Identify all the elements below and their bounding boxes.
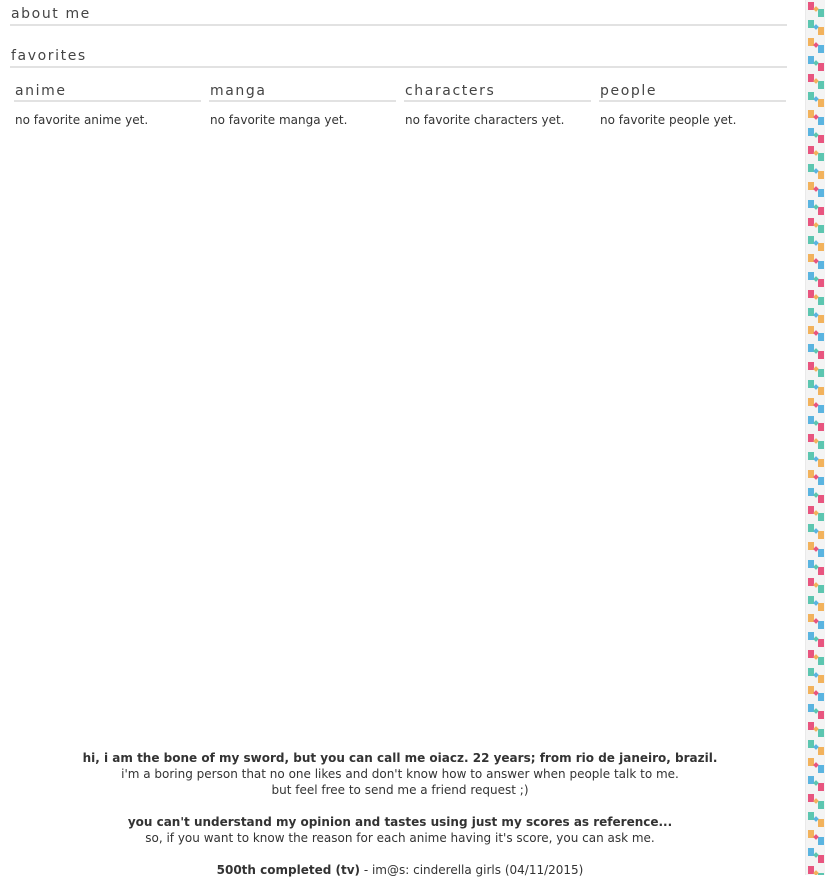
pattern-block [808,794,814,802]
pattern-block [808,650,814,658]
pattern-block [818,477,824,485]
pattern-block [818,297,824,305]
pattern-block [818,153,824,161]
about-me-heading: about me [10,6,787,26]
pattern-block [818,819,824,827]
pattern-block [808,290,814,298]
pattern-block [818,621,824,629]
pattern-block [818,261,824,269]
pattern-block [818,549,824,557]
pattern-block [808,110,814,118]
favorites-heading: favorites [10,48,787,68]
pattern-diamond [813,186,819,192]
pattern-diamond [813,672,819,678]
bio-line: but feel free to send me a friend request ;) [271,783,529,797]
pattern-diamond [813,546,819,552]
pattern-block [808,758,814,766]
decorative-side-strip [805,0,825,875]
favorites-anime-title: anime [14,83,201,102]
pattern-block [808,254,814,262]
pattern-block [808,272,814,280]
pattern-diamond [813,492,819,498]
favorites-people-title: people [599,83,786,102]
pattern-block [818,531,824,539]
pattern-block [818,279,824,287]
pattern-block [818,441,824,449]
pattern-block [818,585,824,593]
pattern-block [808,488,814,496]
pattern-block [818,675,824,683]
pattern-block [808,38,814,46]
pattern-diamond [813,114,819,120]
pattern-block [808,866,814,874]
pattern-block [818,243,824,251]
pattern-block [818,135,824,143]
pattern-diamond [813,294,819,300]
pattern-diamond [813,348,819,354]
pattern-block [808,614,814,622]
pattern-diamond [813,60,819,66]
pattern-diamond [813,204,819,210]
pattern-block [808,542,814,550]
bio-milestone [0,862,800,878]
pattern-diamond [813,708,819,714]
pattern-block [818,405,824,413]
pattern-diamond [813,42,819,48]
pattern-diamond [813,258,819,264]
pattern-diamond [813,240,819,246]
pattern-diamond [813,312,819,318]
pattern-block [818,225,824,233]
pattern-block [818,513,824,521]
pattern-diamond [813,744,819,750]
pattern-block [818,711,824,719]
pattern-diamond [813,6,819,12]
pattern-block [818,423,824,431]
pattern-block [808,344,814,352]
pattern-block [808,632,814,640]
pattern-diamond [813,726,819,732]
pattern-block [808,128,814,136]
pattern-block [818,567,824,575]
pattern-block [818,45,824,53]
pattern-block [818,495,824,503]
pattern-block [818,837,824,845]
pattern-diamond [813,150,819,156]
pattern-block [818,765,824,773]
pattern-block [808,326,814,334]
pattern-diamond [813,654,819,660]
pattern-block [808,56,814,64]
pattern-block [818,351,824,359]
pattern-block [808,560,814,568]
pattern-diamond [813,330,819,336]
pattern-diamond [813,78,819,84]
favorites-column-anime [14,83,201,127]
favorites-column-people [599,83,786,127]
milestone-detail: - im@s: cinderella girls (04/11/2015) [360,863,584,877]
pattern-block [808,704,814,712]
pattern-block [818,459,824,467]
favorites-characters-empty: no favorite characters yet. [405,113,565,127]
pattern-diamond [813,402,819,408]
pattern-block [818,171,824,179]
pattern-block [818,81,824,89]
pattern-block [808,434,814,442]
pattern-block [808,308,814,316]
pattern-diamond [813,420,819,426]
bio-spacer [0,798,800,814]
pattern-diamond [813,600,819,606]
pattern-block [808,830,814,838]
about-me-text [0,750,800,878]
pattern-block [818,333,824,341]
pattern-block [818,63,824,71]
pattern-diamond [813,528,819,534]
pattern-block [808,236,814,244]
pattern-diamond [813,168,819,174]
pattern-block [818,801,824,809]
pattern-block [808,686,814,694]
pattern-block [818,603,824,611]
pattern-diamond [813,636,819,642]
pattern-block [808,182,814,190]
pattern-block [808,578,814,586]
favorites-manga-empty: no favorite manga yet. [210,113,348,127]
pattern-diamond [813,456,819,462]
favorites-anime-empty: no favorite anime yet. [15,113,149,127]
favorites-column-manga [209,83,396,127]
pattern-diamond [813,582,819,588]
favorites-column-characters [404,83,591,127]
pattern-diamond [813,798,819,804]
pattern-block [818,693,824,701]
pattern-block [808,200,814,208]
pattern-block [818,657,824,665]
pattern-diamond [813,438,819,444]
pattern-block [808,380,814,388]
bio-intro-line: hi, i am the bone of my sword, but you can call me oiacz. 22 years; from rio de janeiro, brazil. [82,751,718,765]
decorative-pattern [806,0,825,875]
pattern-block [808,452,814,460]
pattern-block [808,812,814,820]
pattern-block [818,747,824,755]
pattern-diamond [813,24,819,30]
pattern-block [818,729,824,737]
pattern-block [818,315,824,323]
pattern-block [818,369,824,377]
pattern-block [808,668,814,676]
pattern-diamond [813,366,819,372]
pattern-diamond [813,834,819,840]
favorites-manga-title: manga [209,83,396,102]
pattern-block [818,99,824,107]
pattern-block [808,416,814,424]
pattern-block [818,855,824,863]
pattern-block [808,596,814,604]
bio-spacer [0,846,800,862]
bio-line: so, if you want to know the reason for each anime having it's score, you can ask me. [145,831,655,845]
pattern-diamond [813,816,819,822]
pattern-block [808,164,814,172]
pattern-block [808,776,814,784]
bio-line: i'm a boring person that no one likes and don't know how to answer when people talk to me. [121,767,679,781]
pattern-diamond [813,474,819,480]
pattern-block [808,362,814,370]
pattern-diamond [813,222,819,228]
pattern-block [818,639,824,647]
pattern-diamond [813,762,819,768]
pattern-block [818,387,824,395]
pattern-diamond [813,384,819,390]
pattern-block [808,506,814,514]
pattern-block [808,740,814,748]
pattern-diamond [813,852,819,858]
favorites-characters-title: characters [404,83,591,102]
pattern-diamond [813,690,819,696]
milestone-label: 500th completed (tv) [216,863,361,877]
pattern-block [818,117,824,125]
pattern-block [808,74,814,82]
pattern-diamond [813,564,819,570]
pattern-block [818,189,824,197]
pattern-diamond [813,276,819,282]
pattern-block [808,146,814,154]
pattern-diamond [813,96,819,102]
pattern-block [808,722,814,730]
pattern-block [818,783,824,791]
pattern-diamond [813,510,819,516]
pattern-block [818,207,824,215]
pattern-block [808,848,814,856]
pattern-block [808,398,814,406]
pattern-block [808,524,814,532]
pattern-diamond [813,780,819,786]
pattern-block [808,218,814,226]
pattern-block [808,2,814,10]
bio-scores-line: you can't understand my opinion and tastes using just my scores as reference... [127,815,673,829]
pattern-diamond [813,132,819,138]
pattern-block [808,20,814,28]
pattern-block [808,470,814,478]
pattern-diamond [813,618,819,624]
pattern-block [818,27,824,35]
pattern-block [808,92,814,100]
pattern-diamond [813,870,819,875]
favorites-people-empty: no favorite people yet. [600,113,737,127]
pattern-block [818,9,824,17]
